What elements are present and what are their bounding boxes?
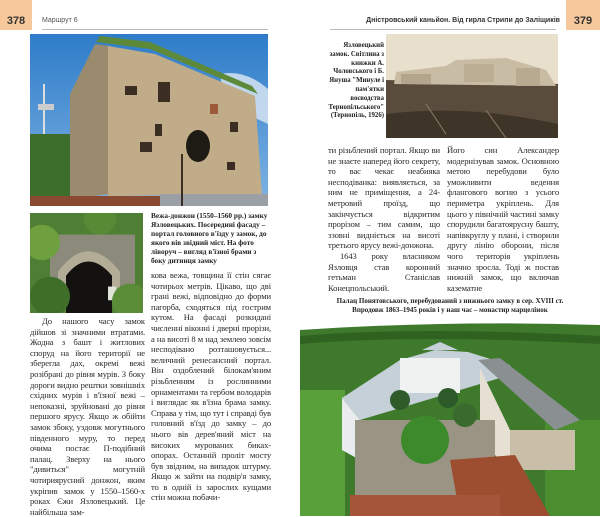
page-number-right: 379	[566, 0, 600, 30]
paragraph: До нашого часу замок дійшов зі значними втратами. Жодна з башт і житлових споруд на його території не зберегла дах, окремі вежі розібрані до рівня мурів. З боку дороги видно рештки зовнішніх східних мурів і в'їзної вежі – непоказні, зруйновані до рівня першого ярусу. Якщо ж обійти замок збоку, уздовж могутнього південного муру, то перед очима постає П-подібний палац. Зверху на нього "дивиться" могутній чотириярусний донжон, яким укріпив замок у 1550–1560-х роках Єжи Язловецький. Це найбільша зам-	[30, 316, 145, 517]
tunnel-gate-photo	[30, 213, 143, 313]
photo-caption-historic: Язловецький замок. Світлина з книжки А. Чоловського і Б. Януша "Минуле і пам'ятки воєводства Тернопільського" (Тернопіль, 1926)	[328, 42, 384, 120]
castle-tower-photo	[30, 34, 268, 206]
body-column-1	[30, 316, 145, 517]
caption-line: Впродовж 1863–1945 років і у наш час – монастир марцелінок	[352, 306, 548, 314]
caption-line: Палац Понятовського, перебудований з нижнього замку в сер. XVIII ст.	[336, 297, 564, 305]
historic-castle-photo	[386, 34, 558, 138]
paragraph: Його син Александер модернізував замок. Основною метою перебудови було уможливити ведення флангового вогню з усього периметра укріплень. Для цього у північній частині замку спорудили багатоярусну башту, напівкруглу у плані, і створили другу лінію оборони, після чого територія укріплень значно зросла. Тоді ж постав нижній замок, що включав казематне	[447, 145, 559, 293]
photo-caption-tower: Вежа-донжон (1550–1560 рр.) замку Язловецьких. Посередині фасаду – портал головного в'їзду у замок, до якого вів звідний міст. На фото ліворуч – вигляд в'їзної брами з боку дитинця замку	[151, 211, 268, 265]
running-head-left: Маршрут 6	[42, 17, 78, 24]
paragraph: кова вежа, товщина її стін сягає чотирьох метрів. Цікаво, що дві грані вежі, відповідно до форми пагорба, сходяться під гострим кутом. На фасаді розкидані численні віконні і дверні прорізи, а на висоті 8 м над землею зовсім несподівано розташовується... величний ренесансний портал. Він оздоблений білокам'яним різьбленням із рослинними орнаментами та гербом володарів і виглядає як в'їзна брама замку. Справа у тім, що тут і справді був головний в'їзд до замку – до нього вів дерев'яний міст на високих мурованих биках-опорах. Останній проліт мосту був звідним, на випадок штурму. Якщо ж зайти на подвір'я замку, то в одній із зарослих кущами стін можна побачи-	[151, 270, 271, 503]
photo-caption-palace	[300, 297, 600, 315]
header-rule	[330, 29, 556, 30]
left-page	[0, 0, 300, 516]
monastery-aerial-photo	[300, 320, 600, 516]
right-page	[300, 0, 600, 516]
paragraph: 1643 року власником Язловця став коронний гетьман Станіслав Конецпольський.	[328, 250, 440, 293]
running-head-right: Дністровський каньйон. Від гирла Стрипи до Заліщиків	[366, 17, 560, 24]
paragraph: ти різьблений портал. Якщо ви не знаєте наперед його секрету, то вас чекає неабияка несподіванка: виявляється, за ним не приміщення, а 24-метровий проїзд, що закінчується відкритим прорізом – тим самим, що ззовні видніється на висоті третього ярусу вежі-донжона.	[328, 145, 440, 251]
body-column-2	[447, 145, 559, 293]
body-column-2	[151, 270, 271, 503]
header-rule	[42, 29, 268, 30]
body-column-1	[328, 145, 440, 293]
page-number-left: 378	[0, 0, 32, 30]
